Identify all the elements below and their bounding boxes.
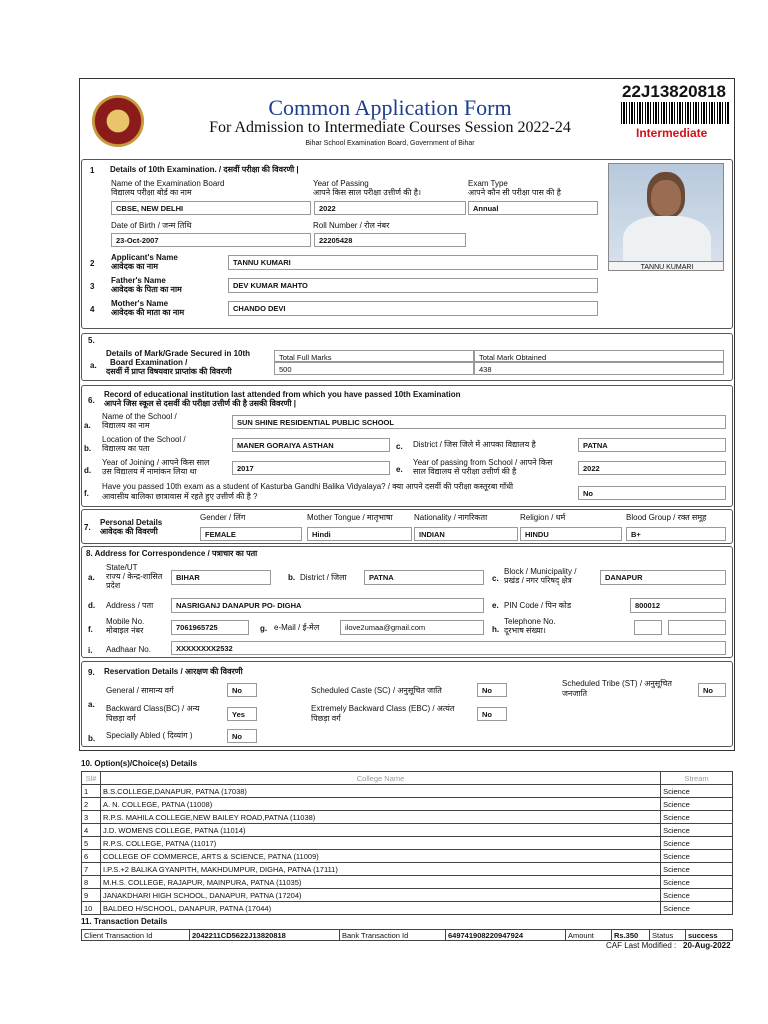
row-letter: h.	[492, 625, 500, 634]
section-number: 3	[90, 282, 95, 291]
option-college-name: R.P.S. MAHILA COLLEGE,NEW BAILEY ROAD,PATNA (11038)	[100, 811, 660, 824]
section-title: Record of educational institution last attended from which you have passed 10th Examination	[104, 390, 461, 399]
row-letter: c.	[396, 442, 403, 451]
kgbv-field: No	[578, 486, 726, 500]
field-label-hindi: मोबाइल नंबर	[106, 626, 144, 635]
field-label-hindi: पिछड़ा वर्ग	[311, 714, 341, 723]
section-sub: a.	[90, 361, 97, 370]
field-label-hindi: आपने कौन सी परीक्षा पास की है	[468, 188, 561, 197]
field-label-hindi: उस विद्यालय में नामांकन लिया था	[102, 467, 197, 476]
field-label: Mobile No.	[106, 617, 145, 626]
field-label-hindi: आवेदक की विवरणी	[100, 527, 158, 536]
mobile-field: 7061965725	[171, 620, 249, 635]
section-title: Details of 10th Examination. / दसवीं परीक्षा की विवरणी |	[110, 165, 299, 174]
option-serial: 9	[82, 889, 101, 902]
field-label: Gender / लिंग	[200, 513, 246, 522]
client-transaction-value: 2042211CD5622J13820818	[190, 930, 340, 941]
field-label: Year of passing from School / आपने किस	[413, 458, 553, 467]
row-letter: e.	[396, 465, 403, 474]
option-serial: 4	[82, 824, 101, 837]
status-value: success	[686, 930, 733, 941]
total-full-marks-value: 500	[274, 362, 474, 375]
st-field: No	[698, 683, 726, 697]
year-of-passing-field: 2022	[314, 201, 466, 215]
option-stream: Science	[661, 850, 733, 863]
row-letter: d.	[84, 466, 92, 475]
total-obtained-value: 438	[474, 362, 724, 375]
field-label: District / जिला	[300, 573, 347, 582]
ebc-field: No	[477, 707, 507, 721]
field-label: e-Mail / ई-मेल	[274, 623, 320, 632]
pin-code-field: 800012	[630, 598, 726, 613]
field-label-hindi: आवेदक के पिता का नाम	[111, 285, 182, 294]
field-label: District / जिस जिले में आपका विद्यालय है	[413, 440, 536, 449]
field-label-hindi: प्रखंड / नगर परिषद् क्षेत्र	[504, 576, 572, 585]
table-row	[82, 930, 733, 941]
field-label: Name of the Examination Board	[111, 179, 225, 188]
telephone-field	[668, 620, 726, 635]
section-number: 6.	[88, 396, 95, 405]
option-stream: Science	[661, 785, 733, 798]
section-number: 7.	[84, 523, 91, 532]
field-label: Year of Joining / आपने किस साल	[102, 458, 210, 467]
exam-type-field: Annual	[468, 201, 598, 215]
row-letter: e.	[492, 601, 499, 610]
row-letter: i.	[88, 646, 93, 655]
field-label: Specially Abled ( दिव्यांग )	[106, 731, 193, 740]
option-stream: Science	[661, 902, 733, 915]
options-table	[81, 771, 733, 915]
row-letter: b.	[84, 444, 92, 453]
table-row	[82, 785, 733, 798]
field-label: Scheduled Tribe (ST) / अनुसूचित	[562, 679, 672, 688]
field-label: Mother Tongue / मातृभाषा	[307, 513, 393, 522]
option-stream: Science	[661, 811, 733, 824]
section-number: 4	[90, 305, 95, 314]
option-serial: 6	[82, 850, 101, 863]
general-field: No	[227, 683, 257, 697]
options-title: 10. Option(s)/Choice(s) Details	[81, 759, 198, 768]
section-title-hindi: आपने जिस स्कूल से दसवीं की परीक्षा उत्तीर्ण की है उसकी विवरणी |	[104, 399, 296, 408]
section-title: Reservation Details / आरक्षण की विवरणी	[104, 667, 243, 676]
option-stream: Science	[661, 798, 733, 811]
field-label: Date of Birth / जन्म तिथि	[111, 221, 192, 230]
religion-field: HINDU	[520, 527, 622, 541]
field-label-hindi: पिछड़ा वर्ग	[106, 714, 136, 723]
address-field: NASRIGANJ DANAPUR PO- DIGHA	[171, 598, 484, 613]
client-transaction-label: Client Transaction Id	[82, 930, 190, 941]
table-header-row	[82, 772, 733, 785]
school-name-field: SUN SHINE RESIDENTIAL PUBLIC SCHOOL	[232, 415, 726, 429]
mother-tongue-field: Hindi	[307, 527, 412, 541]
option-college-name: R.P.S. COLLEGE, PATNA (11017)	[100, 837, 660, 850]
field-label-hindi: विद्यालय परीक्षा बोर्ड का नाम	[111, 188, 192, 197]
address-district-field: PATNA	[364, 570, 484, 585]
barcode-icon	[621, 102, 729, 124]
dob-field: 23-Oct-2007	[111, 233, 311, 247]
option-college-name: M.H.S. COLLEGE, RAJAPUR, MAINPURA, PATNA (11035)	[100, 876, 660, 889]
option-serial: 2	[82, 798, 101, 811]
field-label-hindi: आवेदक की माता का नाम	[111, 308, 185, 317]
field-label: Details of Mark/Grade Secured in 10th	[106, 349, 251, 358]
field-label: Religion / धर्म	[520, 513, 566, 522]
amount-label: Amount	[566, 930, 612, 941]
field-label-hindi: दूरभाष संख्या।	[504, 626, 546, 635]
section-number: 5.	[88, 336, 95, 345]
aadhaar-field: XXXXXXXX2532	[171, 641, 726, 655]
row-letter: c.	[492, 574, 499, 583]
option-serial: 3	[82, 811, 101, 824]
transaction-table	[81, 929, 733, 941]
field-label: Aadhaar No.	[106, 645, 151, 654]
table-row	[82, 811, 733, 824]
field-label: Mother's Name	[111, 299, 169, 308]
option-college-name: I.P.S.+2 BALIKA GYANPITH, MAKHDUMPUR, DIGHA, PATNA (17111)	[100, 863, 660, 876]
exam-board-field: CBSE, NEW DELHI	[111, 201, 311, 215]
total-obtained-header: Total Mark Obtained	[474, 350, 724, 362]
form-number: 22J13820818	[622, 82, 727, 101]
field-label: Location of the School /	[102, 435, 186, 444]
row-letter: f.	[84, 489, 89, 498]
bseb-seal-logo	[92, 95, 144, 147]
field-label: Board Examination /	[110, 358, 188, 367]
field-label-hindi: आपने किस साल परीक्षा उत्तीर्ण की है।	[313, 188, 421, 197]
row-letter: d.	[88, 601, 96, 610]
year-of-passing-school-field: 2022	[578, 461, 726, 475]
table-row	[82, 863, 733, 876]
option-stream: Science	[661, 863, 733, 876]
row-letter: a.	[88, 573, 95, 582]
column-header: Stream	[661, 772, 733, 785]
field-label-hindi: विद्यालय का नाम	[102, 421, 150, 430]
board-name: Bihar School Examination Board, Government of Bihar	[305, 140, 475, 147]
row-letter: b.	[288, 573, 296, 582]
roll-number-field: 22205428	[314, 233, 466, 247]
table-row	[82, 850, 733, 863]
field-label: State/UT	[106, 563, 138, 572]
nationality-field: INDIAN	[414, 527, 518, 541]
field-label-hindi: राज्य / केन्द्र-शासित	[106, 572, 163, 581]
row-letter: g.	[260, 624, 268, 633]
total-full-marks-header: Total Full Marks	[274, 350, 474, 362]
sc-field: No	[477, 683, 507, 697]
bank-transaction-label: Bank Transaction Id	[340, 930, 446, 941]
option-college-name: JANAKDHARI HIGH SCHOOL, DANAPUR, PATNA (17204)	[100, 889, 660, 902]
field-label: Blood Group / रक्त समूह	[626, 513, 707, 522]
option-college-name: COLLEGE OF COMMERCE, ARTS & SCIENCE, PATNA (11009)	[100, 850, 660, 863]
field-label: Scheduled Caste (SC) / अनुसूचित जाति	[311, 686, 442, 695]
option-college-name: BALDEO H/SCHOOL, DANAPUR, PATNA (17044)	[100, 902, 660, 915]
field-label: Backward Class(BC) / अन्य	[106, 704, 200, 713]
state-field: BIHAR	[171, 570, 271, 585]
field-label: Personal Details	[100, 518, 163, 527]
field-label: Father's Name	[111, 276, 166, 285]
form-subtitle: For Admission to Intermediate Courses Session 2022-24	[209, 119, 571, 136]
father-name-field: DEV KUMAR MAHTO	[228, 278, 598, 293]
applicant-name-field: TANNU KUMARI	[228, 255, 598, 270]
option-serial: 7	[82, 863, 101, 876]
caf-modified-label: CAF Last Modified :	[606, 941, 677, 950]
section-number: 9.	[88, 668, 95, 677]
option-serial: 8	[82, 876, 101, 889]
field-label: Nationality / नागरिकता	[414, 513, 488, 522]
field-label: Block / Municipality /	[504, 567, 577, 576]
section-number: 2	[90, 259, 95, 268]
school-district-field: PATNA	[578, 438, 726, 452]
field-label: General / सामान्य वर्ग	[106, 686, 174, 695]
option-serial: 5	[82, 837, 101, 850]
table-row	[82, 876, 733, 889]
field-label: Roll Number / रोल नंबर	[313, 221, 390, 230]
option-college-name: B.S.COLLEGE,DANAPUR, PATNA (17038)	[100, 785, 660, 798]
table-row	[82, 837, 733, 850]
field-label: PIN Code / पिन कोड	[504, 601, 572, 610]
table-row	[82, 889, 733, 902]
column-header: Sl#	[82, 772, 101, 785]
amount-value: Rs.350	[612, 930, 650, 941]
status-label: Status	[650, 930, 686, 941]
field-label: Extremely Backward Class (EBC) / अत्यंत	[311, 704, 455, 713]
field-label: Telephone No.	[504, 617, 556, 626]
bank-transaction-value: 649741908220947924	[446, 930, 566, 941]
transaction-title: 11. Transaction Details	[81, 917, 168, 926]
row-letter: a.	[88, 700, 95, 709]
option-stream: Science	[661, 889, 733, 902]
option-serial: 1	[82, 785, 101, 798]
year-of-joining-field: 2017	[232, 461, 390, 475]
form-title: Common Application Form	[268, 95, 512, 120]
option-stream: Science	[661, 824, 733, 837]
field-label: Exam Type	[468, 179, 508, 188]
caf-modified-value: 20-Aug-2022	[683, 941, 731, 950]
field-label-hindi: विद्यालय का पता	[102, 444, 150, 453]
table-row	[82, 902, 733, 915]
bc-field: Yes	[227, 707, 257, 721]
blood-group-field: B+	[626, 527, 726, 541]
field-label-hindi: आवासीय बालिका छात्रावास में रहते हुए उत्तीर्ण की है ?	[102, 492, 258, 501]
email-field: ilove2umaa@gmail.com	[340, 620, 484, 635]
row-letter: a.	[84, 421, 91, 430]
telephone-std-field	[634, 620, 662, 635]
photo-caption: TANNU KUMARI	[609, 261, 724, 271]
specially-abled-field: No	[227, 729, 257, 743]
option-stream: Science	[661, 876, 733, 889]
row-letter: f.	[88, 625, 93, 634]
field-label-hindi: जनजाति	[562, 689, 588, 698]
option-serial: 10	[82, 902, 101, 915]
option-stream: Science	[661, 837, 733, 850]
field-label: Name of the School /	[102, 412, 177, 421]
table-row	[82, 824, 733, 837]
applicant-photo	[608, 163, 724, 271]
section-number: 1	[90, 166, 95, 175]
school-location-field: MANER GORAIYA ASTHAN	[232, 438, 390, 452]
option-college-name: J.D. WOMENS COLLEGE, PATNA (11014)	[100, 824, 660, 837]
stream-tag: Intermediate	[636, 126, 708, 140]
block-field: DANAPUR	[600, 570, 726, 585]
field-label-hindi: दसवीं में प्राप्त विषयवार प्राप्तांक की विवरणी	[106, 367, 232, 376]
field-label: Address / पता	[106, 601, 154, 610]
field-label-hindi: साल विद्यालय से परीक्षा उत्तीर्ण की है	[413, 467, 517, 476]
table-row	[82, 798, 733, 811]
option-college-name: A. N. COLLEGE, PATNA (11008)	[100, 798, 660, 811]
gender-field: FEMALE	[200, 527, 302, 541]
section-title: 8. Address for Correspondence / पत्राचार का पता	[86, 549, 258, 558]
field-label: Have you passed 10th exam as a student of Kasturba Gandhi Balika Vidyalaya? / क्या आपने दसवीं की परीक्षा कस्तूरबा गाँधी	[102, 482, 514, 491]
field-label-hindi: प्रदेश	[106, 581, 121, 590]
field-label-hindi: आवेदक का नाम	[111, 262, 158, 271]
row-letter: b.	[88, 734, 96, 743]
field-label: Year of Passing	[313, 179, 369, 188]
field-label: Applicant's Name	[111, 253, 178, 262]
mother-name-field: CHANDO DEVI	[228, 301, 598, 316]
column-header: College Name	[100, 772, 660, 785]
